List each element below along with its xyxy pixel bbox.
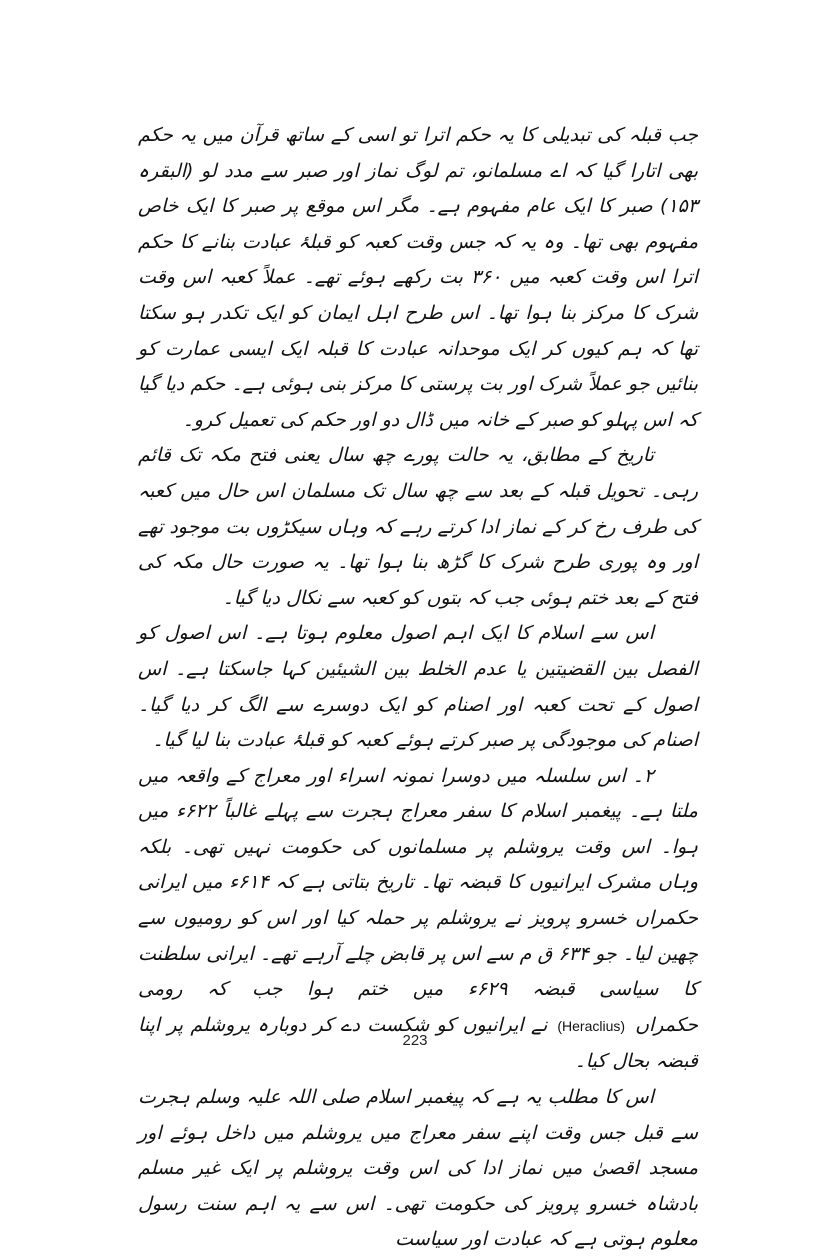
body-text — [138, 118, 698, 1258]
paragraph-5: اس کا مطلب یہ ہے کہ پیغمبر اسلام صلی اللہ علیہ وسلم ہجرت سے قبل جس وقت اپنے سفر معراج میں یروشلم میں داخل ہوئے اور مسجد اقصیٰ میں نماز ادا کی اس وقت یروشلم پر ایک غیر مسلم بادشاہ خسرو پرویز کی حکومت تھی۔ اس سے یہ اہم سنت رسول معلوم ہوتی ہے کہ عبادت اور سیاست — [138, 1086, 698, 1251]
paragraph-1: جب قبلہ کی تبدیلی کا یہ حکم اترا تو اسی کے ساتھ قرآن میں یہ حکم بھی اتارا گیا کہ اے مسلمانو، تم لوگ نماز اور صبر سے مدد لو (البقرہ ۱۵۳) صبر کا ایک عام مفہوم ہے۔ مگر اس موقع پر صبر کا ایک خاص مفہوم بھی تھا۔ وہ یہ کہ جس وقت کعبہ کو قبلۂ عبادت بنانے کا حکم اترا اس وقت کعبہ میں ۳۶۰ بت رکھے ہوئے تھے۔ عملاً کعبہ اس وقت شرک کا مرکز بنا ہوا تھا۔ اس طرح اہل ایمان کو ایک تکدر ہو سکتا تھا کہ ہم کیوں کر ایک موحدانہ عبادت کا قبلہ ایک ایسی عمارت کو بنائیں جو عملاً شرک اور بت پرستی کا مرکز بنی ہوئی ہے۔ حکم دیا گیا کہ اس پہلو کو صبر کے خانہ میں ڈال دو اور حکم کی تعمیل کرو۔ — [138, 124, 698, 431]
page-number: 223 — [402, 1032, 428, 1049]
paragraph-3: اس سے اسلام کا ایک اہم اصول معلوم ہوتا ہے۔ اس اصول کو الفصل بین القضیتین یا عدم الخلط بین الشیئین کہا جاسکتا ہے۔ اس اصول کے تحت کعبہ اور اصنام کو ایک دوسرے سے الگ کر دیا گیا۔ اصنام کی موجودگی پر صبر کرتے ہوئے کعبہ کو قبلۂ عبادت بنا لیا گیا۔ — [138, 622, 698, 752]
paragraph-2: تاریخ کے مطابق، یہ حالت پورے چھ سال یعنی فتح مکہ تک قائم رہی۔ تحویل قبلہ کے بعد سے چھ سال تک مسلمان اس حال میں کعبہ کی طرف رخ کر کے نماز ادا کرتے رہے کہ وہاں سیکڑوں بت موجود تھے اور وہ پوری طرح شرک کا گڑھ بنا ہوا تھا۔ یہ صورت حال مکہ کی فتح کے بعد ختم ہوئی جب کہ بتوں کو کعبہ سے نکال دیا گیا۔ — [138, 444, 698, 609]
paragraph-4: ۲۔ اس سلسلہ میں دوسرا نمونہ اسراء اور معراج کے واقعہ میں ملتا ہے۔ پیغمبر اسلام کا سفر معراج ہجرت سے پہلے غالباً ۶۲۲ء میں ہوا۔ اس وقت یروشلم پر مسلمانوں کی حکومت نہیں تھی۔ بلکہ وہاں مشرک ایرانیوں کا قبضہ تھا۔ تاریخ بتاتی ہے کہ ۶۱۴ء میں ایرانی حکمراں خسرو پرویز نے یروشلم پر حملہ کیا اور اس کو رومیوں سے چھین لیا۔ جو ۶۳۴ ق م سے اس پر قابض چلے آرہے تھے۔ ایرانی سلطنت کا سیاسی قبضہ ۶۲۹ء میں ختم ہوا جب کہ رومی حکمراں(Heraclius)نے ایرانیوں کو شکست دے کر دوبارہ یروشلم پر اپنا قبضہ بحال کیا۔ — [138, 764, 699, 1073]
latin-name: (Heraclius) — [557, 1017, 626, 1034]
